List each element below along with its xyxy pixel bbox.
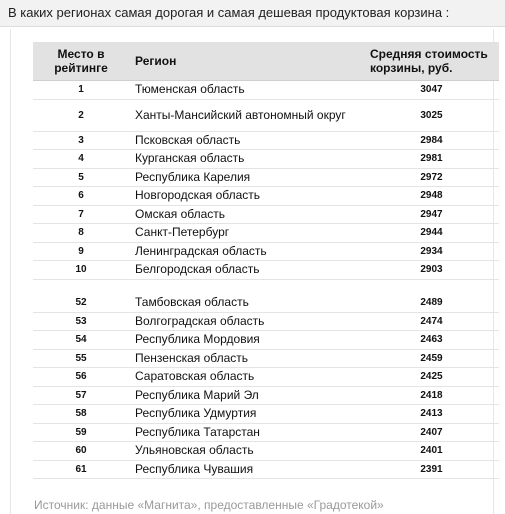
region-cell: Омская область — [129, 205, 364, 224]
rank-cell: 53 — [33, 312, 129, 331]
rank-cell: 5 — [33, 168, 129, 187]
region-cell: Новгородская область — [129, 187, 364, 206]
cost-cell: 2948 — [364, 187, 499, 206]
region-cell: Республика Чувашия — [129, 460, 364, 479]
table-row — [33, 368, 499, 387]
region-cell: Республика Татарстан — [129, 423, 364, 442]
cost-cell: 2489 — [364, 294, 499, 312]
rank-cell: 1 — [33, 81, 129, 100]
table-header-row — [33, 42, 499, 81]
cost-cell: 2391 — [364, 460, 499, 479]
region-cell: Ханты-Мансийский автономный округ — [129, 99, 364, 131]
table-row — [33, 224, 499, 243]
rank-cell: 4 — [33, 150, 129, 169]
table-row — [33, 99, 499, 131]
region-cell: Тамбовская область — [129, 294, 364, 312]
column-header-rank: Место в рейтинге — [33, 42, 129, 81]
rank-cell: 8 — [33, 224, 129, 243]
table-row — [33, 168, 499, 187]
cost-cell: 2463 — [364, 331, 499, 350]
header-bar — [0, 0, 505, 27]
table-row — [33, 150, 499, 169]
rank-cell: 55 — [33, 349, 129, 368]
cost-cell: 2407 — [364, 423, 499, 442]
page-title: В каких регионах самая дорогая и самая дешевая продуктовая корзина : — [8, 5, 450, 20]
table-row — [33, 386, 499, 405]
table-row — [33, 131, 499, 150]
region-cell: Ленинградская область — [129, 242, 364, 261]
cost-cell: 2972 — [364, 168, 499, 187]
rank-cell: 61 — [33, 460, 129, 479]
region-cell: Псковская область — [129, 131, 364, 150]
table-row — [33, 349, 499, 368]
source-note: Источник: данные «Магнита», предоставленные «Градотекой» — [34, 498, 384, 512]
table-row — [33, 442, 499, 461]
rank-cell: 9 — [33, 242, 129, 261]
table-row — [33, 460, 499, 479]
cost-cell: 2981 — [364, 150, 499, 169]
table-row — [33, 312, 499, 331]
column-header-cost: Средняя стоимость корзины, руб. — [364, 42, 499, 81]
cost-cell: 2459 — [364, 349, 499, 368]
region-cell: Республика Удмуртия — [129, 405, 364, 424]
cost-cell: 2944 — [364, 224, 499, 243]
region-cell: Санкт-Петербург — [129, 224, 364, 243]
cost-cell: 2903 — [364, 261, 499, 280]
cost-cell: 2413 — [364, 405, 499, 424]
table-row — [33, 294, 499, 312]
region-cell: Республика Марий Эл — [129, 386, 364, 405]
rank-cell: 10 — [33, 261, 129, 280]
region-cell: Республика Карелия — [129, 168, 364, 187]
cost-cell: 2418 — [364, 386, 499, 405]
ranking-table-bottom — [33, 294, 499, 479]
table-row — [33, 205, 499, 224]
region-cell: Саратовская область — [129, 368, 364, 387]
cost-cell: 2474 — [364, 312, 499, 331]
rank-cell: 7 — [33, 205, 129, 224]
cost-cell: 2934 — [364, 242, 499, 261]
table-row — [33, 261, 499, 280]
cost-cell: 2984 — [364, 131, 499, 150]
table-row — [33, 331, 499, 350]
region-cell: Республика Мордовия — [129, 331, 364, 350]
cost-cell: 2425 — [364, 368, 499, 387]
rank-cell: 56 — [33, 368, 129, 387]
cost-cell: 3025 — [364, 99, 499, 131]
region-cell: Пензенская область — [129, 349, 364, 368]
rank-cell: 58 — [33, 405, 129, 424]
rank-cell: 54 — [33, 331, 129, 350]
rank-cell: 59 — [33, 423, 129, 442]
region-cell: Курганская область — [129, 150, 364, 169]
rank-cell: 6 — [33, 187, 129, 206]
cost-cell: 3047 — [364, 81, 499, 100]
cost-cell: 2401 — [364, 442, 499, 461]
rank-cell: 3 — [33, 131, 129, 150]
rank-cell: 52 — [33, 294, 129, 312]
table-row — [33, 81, 499, 100]
region-cell: Белгородская область — [129, 261, 364, 280]
region-cell: Ульяновская область — [129, 442, 364, 461]
table-row — [33, 242, 499, 261]
rank-cell: 2 — [33, 99, 129, 131]
rank-cell: 57 — [33, 386, 129, 405]
table-row — [33, 405, 499, 424]
ranking-table-top — [33, 42, 499, 280]
region-cell: Тюменская область — [129, 81, 364, 100]
region-cell: Волгоградская область — [129, 312, 364, 331]
table-row — [33, 423, 499, 442]
rank-cell: 60 — [33, 442, 129, 461]
column-header-region: Регион — [129, 42, 364, 81]
table-row — [33, 187, 499, 206]
cost-cell: 2947 — [364, 205, 499, 224]
